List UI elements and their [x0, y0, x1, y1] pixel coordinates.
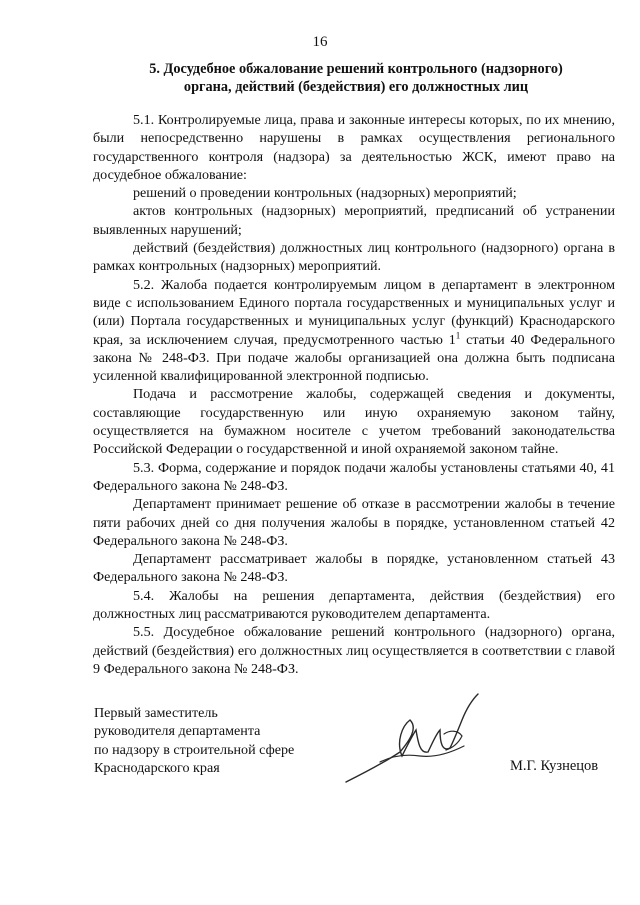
page-number: 16: [312, 34, 328, 50]
paragraph-5-4: 5.4. Жалобы на решения департамента, действия (бездействия) его должностных лиц рассматриваются руководителем департамента.: [93, 587, 615, 623]
signatory-position-line-2: руководителя департамента: [94, 723, 261, 740]
paragraph-5-5: 5.5. Досудебное обжалование решений контрольного (надзорного) органа, действий (бездействия) его должностных лиц осуществляется в соответствии с главой 9 Федерального закона № 248-ФЗ.: [93, 624, 615, 677]
paragraph-5-1: 5.1. Контролируемые лица, права и законные интересы которых, по их мнению, были непосредственно нарушены в рамках осуществления регионального государственного контроля (надзора) за деятельностью ЖСК, имеют право на досудебное обжалование:: [93, 112, 615, 183]
paragraph-5-2-tail: статьи 40 Федерального закона № 248-ФЗ. При подаче жалобы организацией она должна быть подписана усиленной квалифицированной электронной подписью.: [93, 331, 615, 385]
handwritten-signature: [340, 690, 500, 795]
superscript: 1: [455, 329, 461, 340]
section-heading: [96, 60, 616, 96]
paragraph-5-2: [93, 276, 615, 386]
paragraph-5-2-text: 5.2. Жалоба подается контролируемым лицом в департамент в электронном виде с использованием Единого портала государственных и муниципальных услуг и (или) Портала государственных и муниципальных услуг (функций) Краснодарского края, за исключением случая, предусмотренного частью 1: [93, 276, 615, 348]
signatory-position-line-1: Первый заместитель: [94, 705, 218, 721]
list-item-decisions: решений о проведении контрольных (надзорных) мероприятий;: [133, 185, 517, 202]
paragraph-secret-complaints: Подача и рассмотрение жалобы, содержащей сведения и документы, составляющие государственную или иную охраняемую законом тайну, осуществляется на бумажном носителе с учетом требований законодательства Российской Федерации о государственной и иной охраняемой законом тайне.: [93, 386, 615, 458]
paragraph-refusal: Департамент принимает решение об отказе в рассмотрении жалобы в течение пяти рабочих дней со дня получения жалобы в порядке, установленном статьей 42 Федерального закона № 248-ФЗ.: [93, 496, 615, 549]
paragraph-consideration: Департамент рассматривает жалобы в порядке, установленном статьей 43 Федерального закона № 248-ФЗ.: [93, 551, 615, 586]
list-item-acts: актов контрольных (надзорных) мероприятий, предписаний об устранении выявленных нарушений;: [93, 203, 615, 238]
list-item-actions: действий (бездействия) должностных лиц контрольного (надзорного) органа в рамках контрольных (надзорных) мероприятий.: [93, 240, 615, 275]
signatory-position-line-3: по надзору в строительной сфере: [94, 741, 295, 758]
section-heading-line-2: органа, действий (бездействия) его должностных лиц: [183, 79, 529, 95]
signatory-position-line-4: Краснодарского края: [94, 759, 220, 776]
paragraph-5-3: 5.3. Форма, содержание и порядок подачи жалобы установлены статьями 40, 41 Федерального закона № 248-ФЗ.: [93, 459, 615, 494]
document-body: [93, 111, 615, 678]
signatory-position: [94, 704, 294, 777]
signatory-name: М.Г. Кузнецов: [510, 758, 599, 774]
section-heading-line-1: 5. Досудебное обжалование решений контрольного (надзорного): [149, 61, 563, 77]
